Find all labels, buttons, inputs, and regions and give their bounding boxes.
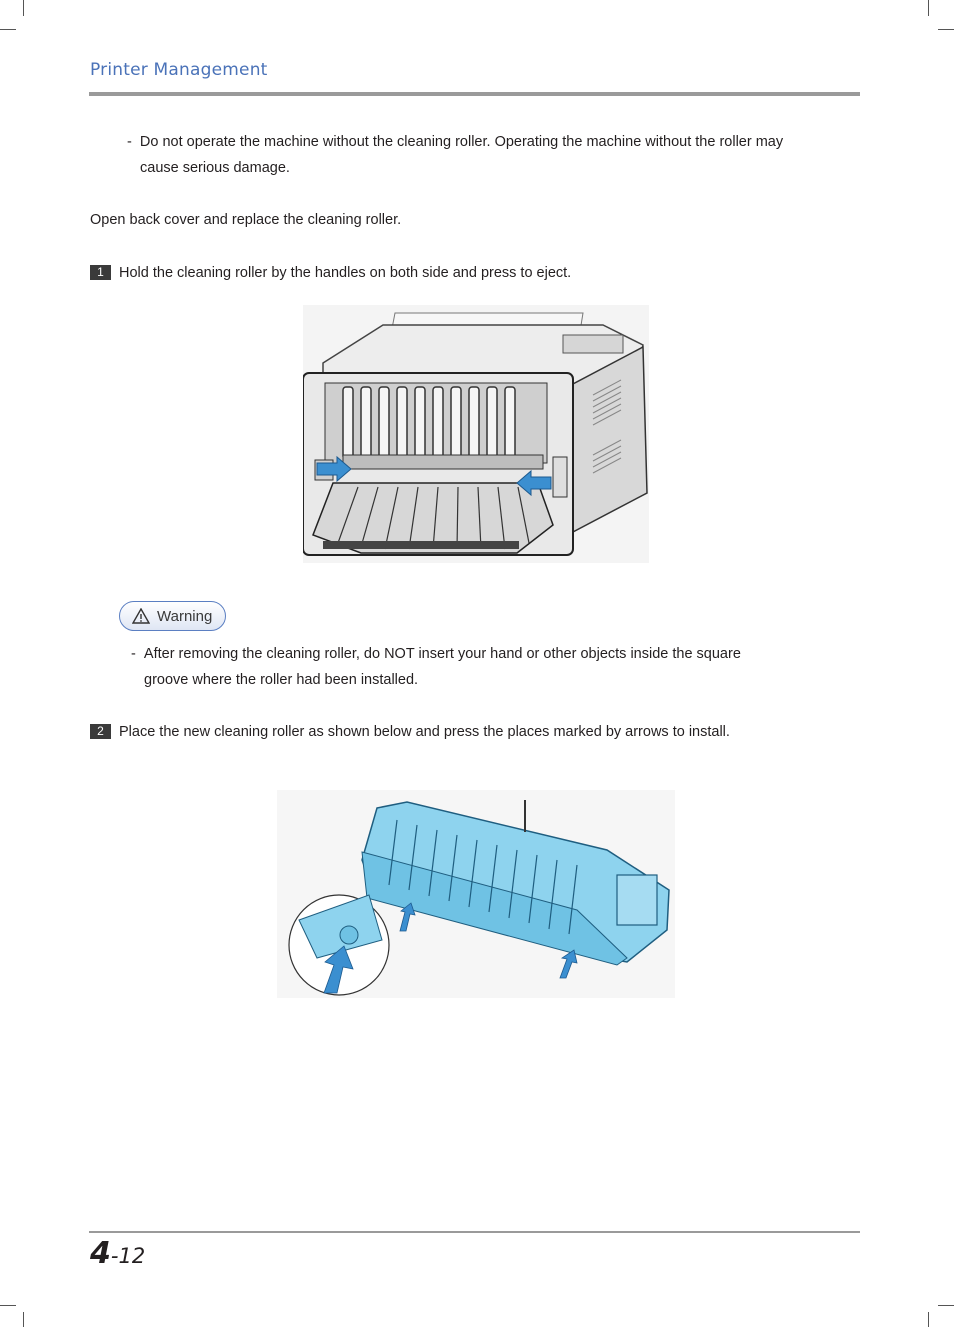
page-number xyxy=(90,1236,145,1271)
printer-rear-illustration xyxy=(303,305,649,563)
caution-note-line2: cause serious damage. xyxy=(140,160,290,176)
step-number-badge: 1 xyxy=(90,265,111,280)
caution-note-line1: - Do not operate the machine without the cleaning roller. Operating the machine without the roller may xyxy=(127,134,784,150)
warning-label: Warning xyxy=(157,607,213,625)
crop-mark xyxy=(928,1312,929,1327)
section-title: Printer Management xyxy=(90,60,268,80)
caution-note xyxy=(127,129,827,181)
footer-rule xyxy=(89,1231,860,1233)
intro-text: Open back cover and replace the cleaning roller. xyxy=(90,212,402,228)
crop-mark xyxy=(938,29,954,30)
step-2-text: Place the new cleaning roller as shown below and press the places marked by arrows to install. xyxy=(119,724,730,740)
crop-mark xyxy=(938,1305,954,1306)
step-1 xyxy=(90,263,571,283)
chapter-number: 4 xyxy=(90,1236,111,1271)
crop-mark xyxy=(928,0,929,16)
step-number-badge: 2 xyxy=(90,724,111,739)
crop-mark xyxy=(0,1305,16,1306)
warning-triangle-icon xyxy=(132,608,150,624)
step-1-text: Hold the cleaning roller by the handles on both side and press to eject. xyxy=(119,265,572,281)
crop-mark xyxy=(23,1312,24,1327)
warning-badge xyxy=(119,601,226,631)
crop-mark xyxy=(23,0,24,16)
warning-note xyxy=(131,641,831,693)
crop-mark xyxy=(0,29,16,30)
header-rule xyxy=(89,92,860,96)
page-number-suffix: -12 xyxy=(110,1244,146,1268)
step-2 xyxy=(90,722,730,742)
warning-note-line1: - After removing the cleaning roller, do NOT insert your hand or other objects inside the square xyxy=(131,646,741,662)
cleaning-roller-illustration xyxy=(277,790,675,998)
warning-note-line2: groove where the roller had been installed. xyxy=(144,672,419,688)
